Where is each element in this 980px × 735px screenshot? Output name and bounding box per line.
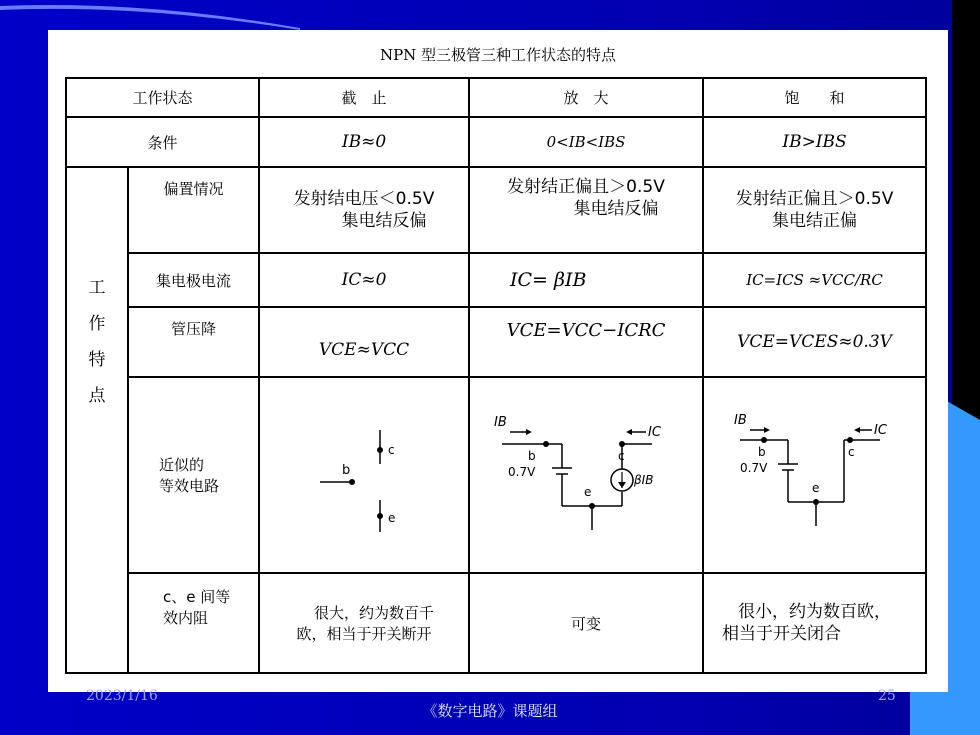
circuit-active: [469, 377, 703, 573]
bias-active: [469, 167, 703, 253]
active-node-c: c: [618, 449, 625, 463]
side-char-2: 作: [88, 314, 106, 334]
circuit-label: [128, 377, 259, 573]
active-beta-ib: βIB: [634, 473, 654, 487]
bias-cutoff: [259, 167, 469, 253]
footer-page-number: 25: [878, 688, 896, 704]
active-ic-label: IC: [648, 425, 661, 440]
bias-saturation-line1: 发射结正偏且＞0.5V: [735, 189, 894, 209]
header-row: [66, 78, 926, 117]
circuit-cutoff: [259, 377, 469, 573]
cutoff-node-e: e: [388, 511, 396, 525]
condition-label: 条件: [66, 117, 259, 167]
bias-cutoff-line1: 发射结电压＜0.5V: [293, 189, 435, 209]
slide-title: NPN 型三极管三种工作状态的特点: [379, 46, 617, 64]
bias-saturation: [703, 167, 926, 253]
collector-current-row: [66, 253, 926, 307]
header-saturation: 饱 和: [703, 78, 926, 117]
transistor-states-table: [65, 77, 927, 674]
active-voltage: 0.7V: [508, 465, 536, 479]
resistance-cutoff-line1: 很大，约为数百千: [314, 604, 435, 622]
header-cutoff: 截 止: [259, 78, 469, 117]
resistance-label-line1: c、e 间等: [163, 588, 231, 606]
header-active: 放 大: [469, 78, 703, 117]
active-ib-label: IB: [494, 415, 507, 430]
collector-current-cutoff: IC≈0: [259, 253, 469, 307]
saturation-node-b: b: [758, 445, 766, 459]
condition-row: [66, 117, 926, 167]
circuit-row: [66, 377, 926, 573]
bias-active-line1: 发射结正偏且＞0.5V: [507, 177, 665, 197]
saturation-node-e: e: [812, 481, 820, 495]
voltage-drop-saturation: VCE=VCES≈0.3V: [703, 307, 926, 377]
circuit-label-line2: 等效电路: [159, 477, 220, 495]
resistance-label: [128, 573, 259, 673]
condition-saturation: IB>IBS: [703, 117, 926, 167]
voltage-drop-cutoff: VCE≈VCC: [259, 307, 469, 377]
footer-course: 《数字电路》课题组: [422, 702, 558, 720]
cutoff-node-c: c: [388, 443, 395, 457]
side-char-1: 工: [88, 278, 106, 298]
resistance-row: [66, 573, 926, 673]
active-circuit-diagram: [470, 378, 700, 568]
collector-current-label: 集电极电流: [128, 253, 259, 307]
condition-active: 0<IB<IBS: [469, 117, 703, 167]
resistance-active: 可变: [469, 573, 703, 673]
bias-saturation-line2: 集电结正偏: [772, 211, 858, 231]
active-node-b: b: [528, 449, 536, 463]
side-char-3: 特: [88, 350, 106, 370]
bias-cutoff-line2: 集电结反偏: [341, 211, 427, 231]
condition-cutoff: IB≈0: [259, 117, 469, 167]
collector-current-saturation: IC=ICS ≈VCC/RC: [703, 253, 926, 307]
saturation-circuit-diagram: [704, 378, 924, 568]
circuit-label-line1: 近似的: [159, 456, 205, 474]
saturation-ic-label: IC: [874, 423, 887, 438]
resistance-cutoff: [259, 573, 469, 673]
collector-current-active: IC= βIB: [469, 253, 703, 307]
active-node-e: e: [584, 485, 592, 499]
voltage-drop-active: VCE=VCC−ICRC: [469, 307, 703, 377]
slide-content: [48, 30, 948, 692]
cutoff-circuit-diagram: [260, 378, 466, 568]
bias-row: [66, 167, 926, 253]
bias-active-line2: 集电结反偏: [573, 199, 659, 219]
resistance-saturation-line2: 相当于开关闭合: [722, 624, 842, 644]
side-char-4: 点: [88, 386, 106, 406]
footer-date: 2023/1/16: [86, 688, 158, 704]
voltage-drop-label: 管压降: [128, 307, 259, 377]
resistance-cutoff-line2: 欧，相当于开关断开: [296, 625, 432, 643]
header-label: 工作状态: [66, 78, 259, 117]
circuit-saturation: [703, 377, 926, 573]
bias-label: 偏置情况: [128, 167, 259, 253]
cutoff-node-b: b: [342, 463, 351, 478]
resistance-saturation-line1: 很小，约为数百欧，: [738, 602, 892, 622]
resistance-saturation: [703, 573, 926, 673]
saturation-ib-label: IB: [734, 413, 747, 428]
saturation-voltage: 0.7V: [740, 461, 768, 475]
voltage-drop-row: [66, 307, 926, 377]
saturation-node-c: c: [848, 445, 855, 459]
side-label: [66, 167, 128, 673]
resistance-label-line2: 效内阻: [163, 609, 209, 627]
